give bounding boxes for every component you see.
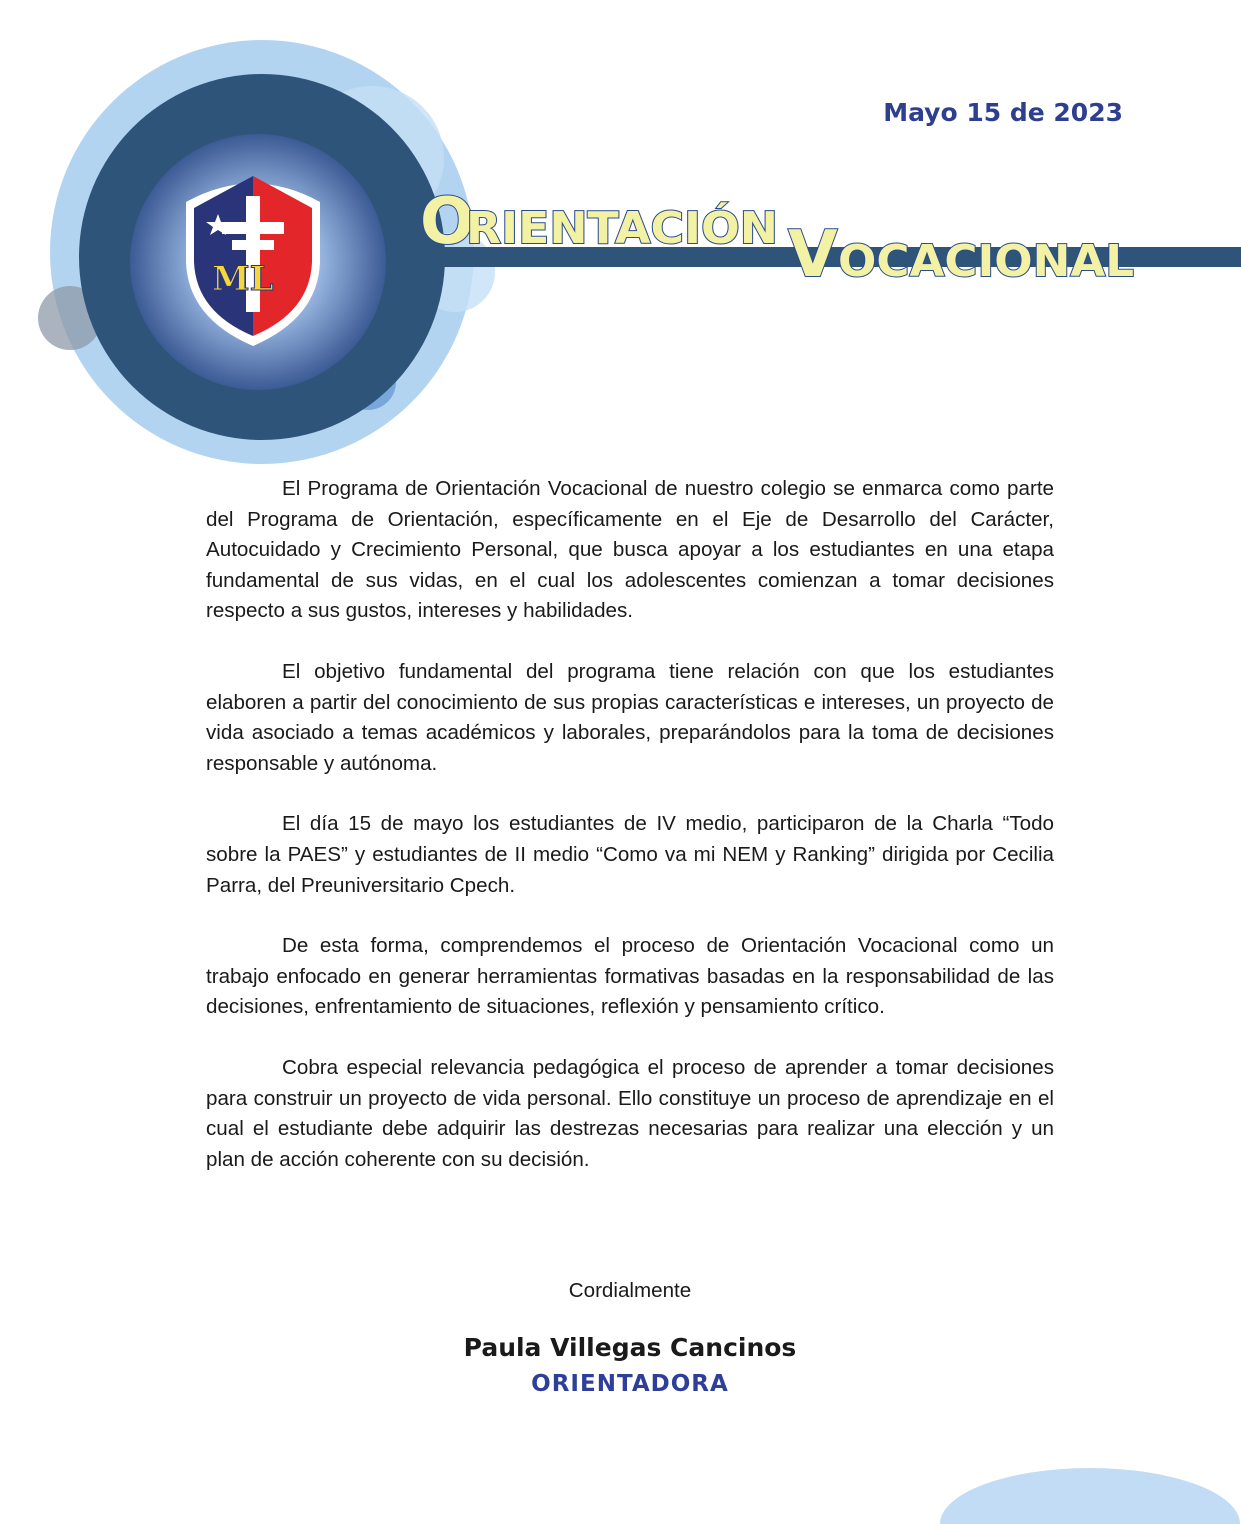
paragraph: Cobra especial relevancia pedagógica el proceso de aprender a tomar decisiones para construir un proyecto de vida personal. Ello constituye un proceso de aprendizaje en el cual el estudiante debe adquirir las destrezas necesarias para realizar una elección y un plan de acción coherente con su decisión. bbox=[206, 1055, 1054, 1171]
title-o-initial: O bbox=[420, 185, 475, 259]
logo-letters: ML bbox=[212, 259, 274, 299]
signer-role: ORIENTADORA bbox=[531, 1371, 729, 1397]
header-decoration bbox=[0, 0, 1241, 470]
paragraph: El día 15 de mayo los estudiantes de IV medio, participaron de la Charla “Todo sobre la PAES” y estudiantes de II medio “Como va mi NEM y Ranking” dirigida por Cecilia Parra, del Preuniversitario Cpech. bbox=[206, 812, 1054, 897]
paragraph: El Programa de Orientación Vocacional de nuestro colegio se enmarca como parte del Programa de Orientación, específicamente en el Eje de Desarrollo del Carácter, Autocuidado y Crecimiento Personal, que busca apoyar a los estudiantes en una etapa fundamental de sus vidas, en el cual los adolescentes comienzan a tomar decisiones respecto a sus gustos, intereses y habilidades. bbox=[206, 477, 1054, 623]
paragraph: De esta forma, comprendemos el proceso de Orientación Vocacional como un trabajo enfocado en generar herramientas formativas basadas en la responsabilidad de las decisiones, enfrentamiento de situaciones, reflexión y pensamiento crítico. bbox=[206, 934, 1054, 1019]
paragraph: El objetivo fundamental del programa tiene relación con que los estudiantes elaboren a partir del conocimiento de sus propias características e intereses, un proyecto de vida asociado a temas académicos y laborales, preparándolos para la toma de decisiones responsable y autónoma. bbox=[206, 659, 1054, 775]
title-orientacion-rest: RIENTACIÓN bbox=[466, 203, 767, 254]
title-vocacional-rest: OCACIONAL bbox=[838, 236, 1134, 287]
closing-greeting: Cordialmente bbox=[568, 1279, 692, 1302]
letter-date: Mayo 15 de 2023 bbox=[883, 98, 1123, 127]
signer-name: Paula Villegas Cancinos bbox=[463, 1333, 797, 1362]
title-v-initial: V bbox=[788, 218, 838, 292]
letter-body bbox=[206, 474, 1054, 1205]
